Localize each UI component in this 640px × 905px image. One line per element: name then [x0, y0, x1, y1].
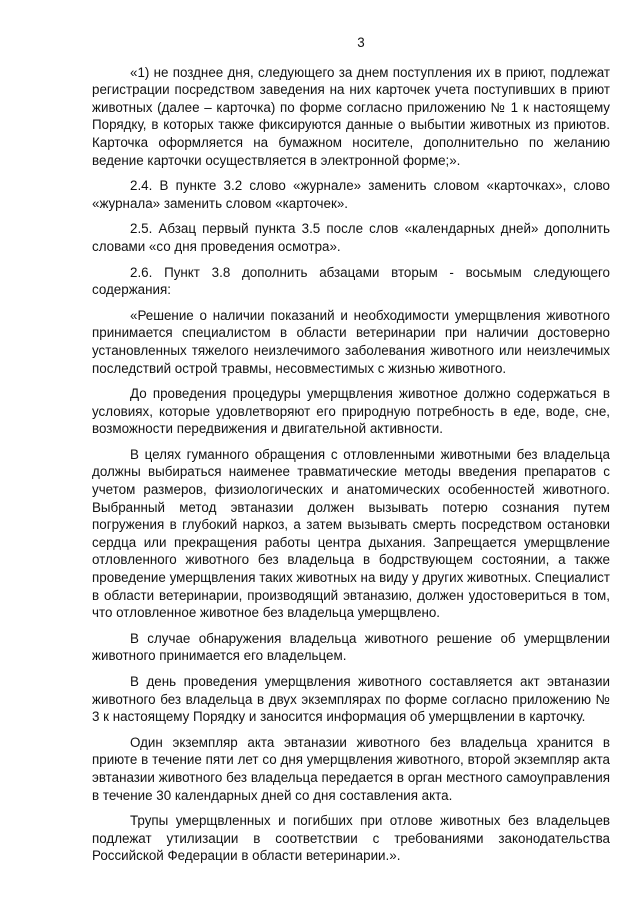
paragraph-4: 2.6. Пункт 3.8 дополнить абзацами вторым - восьмым следующего содержания:	[92, 264, 610, 298]
paragraph-7: В целях гуманного обращения с отловленными животными без владельца должны выбираться наименее травматические методы введения препаратов с учетом размеров, физиологических и анатомических особенностей животного. Выбранный метод эвтаназии должен вызывать потерю сознания путем погружения в глубокий наркоз, а затем вызывать смерть посредством остановки сердца или прекращения работы центра дыхания. Запрещается умерщвление отловленного животного без владельца в бодрствующем состоянии, а также проведение умерщвления таких животных на виду у других животных. Специалист в области ветеринарии, производящий эвтаназию, должен удостовериться в том, что отловленное животное без владельца умерщвлено.	[92, 446, 610, 621]
paragraph-10: Один экземпляр акта эвтаназии животного без владельца хранится в приюте в течение пяти лет со дня умерщвления животного, второй экземпляр акта эвтаназии животного без владельца передается в орган местного самоуправления в течение 30 календарных дней со дня составления акта.	[92, 734, 610, 803]
paragraph-2: 2.4. В пункте 3.2 слово «журнале» заменить словом «карточках», слово «журнала» заменить словом «карточек».	[92, 178, 610, 211]
paragraph-5: «Решение о наличии показаний и необходимости умерщвления животного принимается специалистом в области ветеринарии при наличии достоверно установленных тяжелого неизлечимого заболевания животного или неизлечимых последствий острой травмы, несовместимых с жизнью животного.	[92, 307, 610, 376]
paragraph-6: До проведения процедуры умерщвления животное должно содержаться в условиях, которые удовлетворяют его природную потребность в еде, воде, сне, возможности передвижения и двигательной активности.	[92, 386, 610, 437]
paragraph-9: В день проведения умерщвления животного составляется акт эвтаназии животного без владельца в двух экземплярах по форме согласно приложению № 3 к настоящему Порядку и заносится информация об умерщвлении в карточку.	[92, 674, 610, 725]
page-number: 3	[357, 35, 365, 50]
paragraph-8: В случае обнаружения владельца животного решение об умерщвлении животного принимается его владельцем.	[92, 630, 610, 664]
paragraph-1: «1) не позднее дня, следующего за днем поступления их в приют, подлежат регистрации посредством заведения на них карточек учета поступивших в приют животных (далее – карточка) по форме согласно приложению № 1 к настоящему Порядку, в которых также фиксируются данные о выбытии животных из приютов. Карточка оформляется на бумажном носителе, дополнительно по желанию ведение карточки осуществляется в электронной форме;».	[92, 64, 610, 168]
paragraph-11: Трупы умерщвленных и погибших при отлове животных без владельцев подлежат утилизации в соответствии с требованиями законодательства Российской Федерации в области ветеринарии.».	[92, 813, 610, 864]
paragraph-3: 2.5. Абзац первый пункта 3.5 после слов «календарных дней» дополнить словами «со дня проведения осмотра».	[92, 221, 610, 254]
